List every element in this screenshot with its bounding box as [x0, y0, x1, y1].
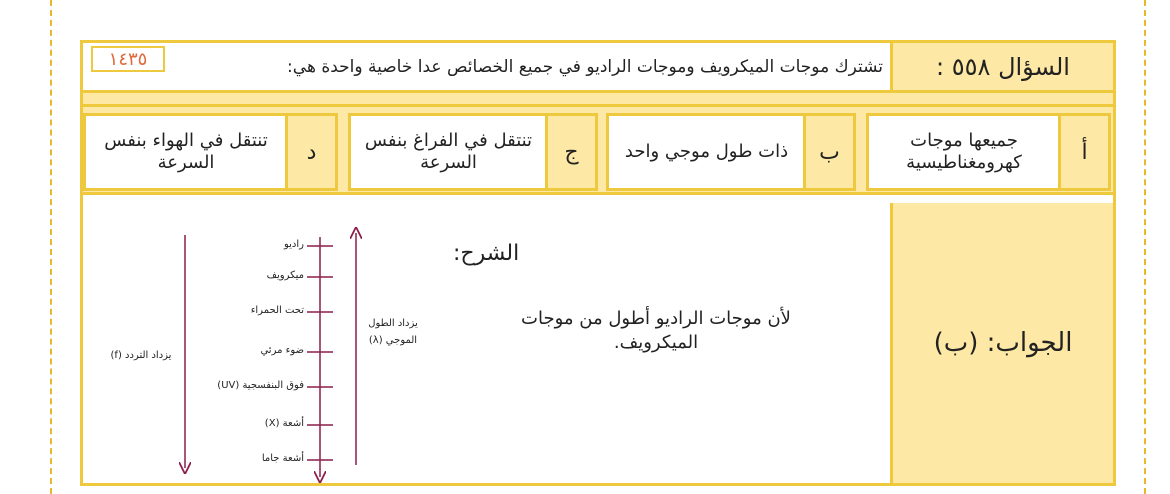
option-a[interactable] [866, 113, 1111, 191]
option-text: تنتقل في الفراغ بنفس السرعة [364, 130, 533, 173]
option-text: جميعها موجات كهرومغناطيسية [906, 130, 1022, 173]
band-gamma: أشعة جاما [261, 453, 304, 464]
question-year-badge: ١٤٣٥ [91, 46, 165, 72]
option-letter: ب [803, 116, 853, 188]
answer-row [83, 203, 1113, 483]
options-row [83, 107, 1113, 195]
band-visible: ضوء مرئي [260, 345, 304, 356]
option-b[interactable] [606, 113, 856, 191]
divider-bar [83, 93, 1113, 107]
explanation-text: لأن موجات الراديو أطول من موجات الميكرويف. [521, 308, 791, 353]
question-card [80, 40, 1116, 486]
option-letter: د [285, 116, 335, 188]
page-margin-right-dashed [1144, 0, 1146, 494]
option-c[interactable] [348, 113, 598, 191]
wavelength-label [358, 315, 428, 349]
band-infrared: تحت الحمراء [250, 305, 304, 316]
option-d[interactable] [83, 113, 338, 191]
band-xray: أشعة (X) [264, 418, 304, 429]
question-text: تشترك موجات الميكرويف وموجات الراديو في جميع الخصائص عدا خاصية واحدة هي: [287, 56, 883, 77]
wavelength-label-line-1: يزداد الطول [368, 318, 418, 329]
band-radio: راديو [283, 239, 304, 250]
option-letter: أ [1058, 116, 1108, 188]
question-number: السؤال ٥٥٨ : [890, 43, 1113, 90]
option-text: ذات طول موجي واحد [624, 141, 789, 162]
option-letter: ج [545, 116, 595, 188]
page-margin-left-dashed [50, 0, 52, 494]
explanation-title: الشرح: [453, 241, 520, 266]
answer-label: الجواب: (ب) [890, 203, 1113, 483]
band-uv: فوق البنفسجية (UV) [217, 380, 304, 391]
frequency-label: يزداد التردد (f) [110, 350, 172, 361]
option-text: تنتقل في الهواء بنفس السرعة [104, 130, 268, 173]
wavelength-label-line-2: الموجي (λ) [368, 335, 418, 346]
question-row [83, 43, 1113, 93]
band-microwave: ميكرويف [266, 270, 304, 281]
